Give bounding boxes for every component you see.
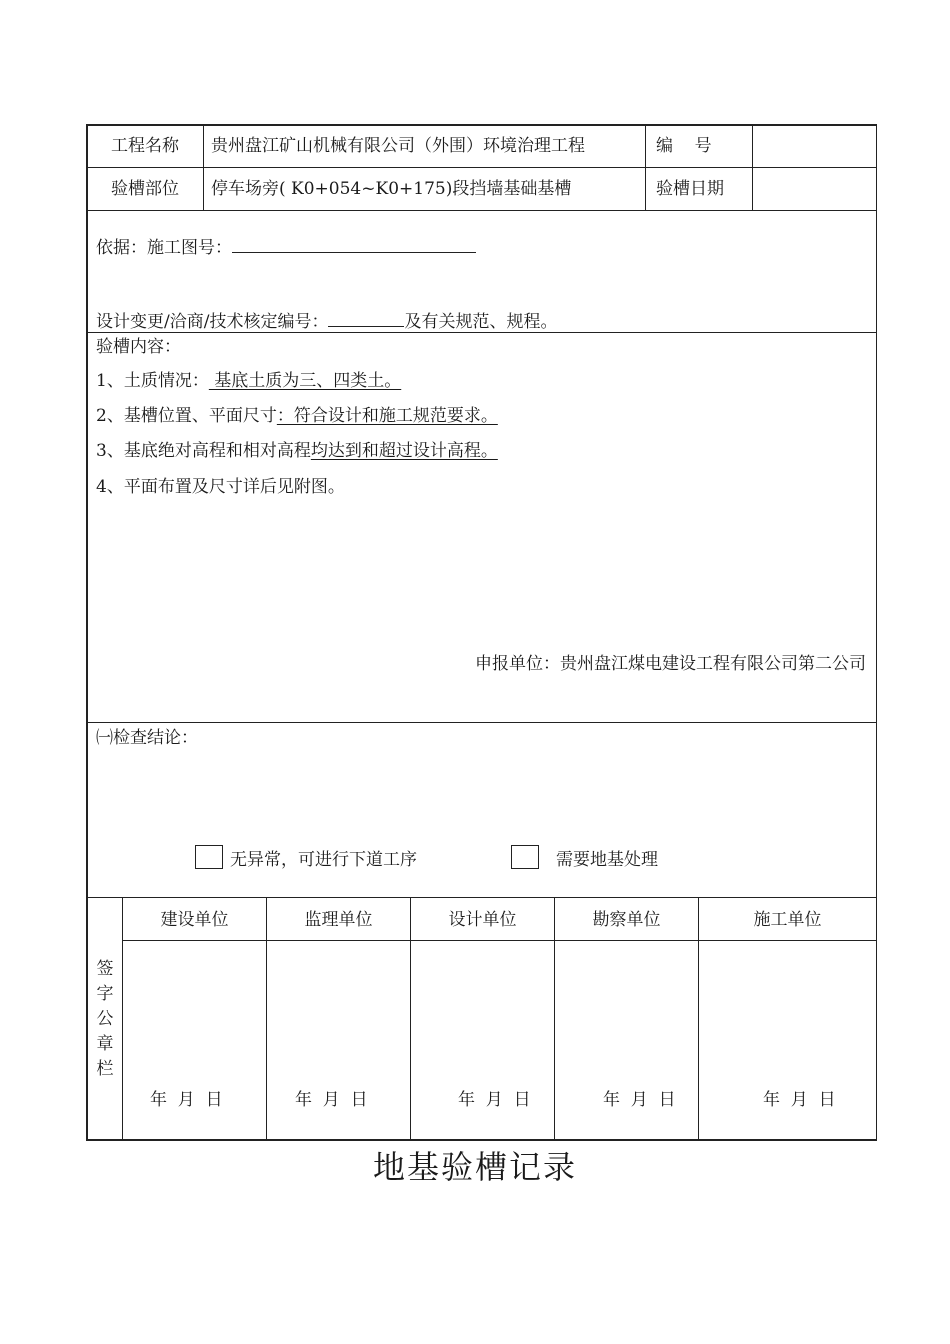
design-change-suffix: 及有关规范、规程。 — [404, 312, 558, 332]
option-normal-label: 无异常，可进行下道工序 — [230, 850, 417, 870]
signature-side-label: 签字公章栏 — [96, 959, 114, 1079]
unit-design: 设计单位 — [448, 910, 517, 930]
item3-value: 均达到和超过设计高程。 — [310, 441, 498, 461]
number-label: 编 号 — [656, 136, 712, 156]
content-heading: 验槽内容： — [96, 337, 181, 357]
applicant: 申报单位：贵州盘江煤电建设工程有限公司第二公司 — [475, 654, 866, 674]
unit-construction: 建设单位 — [160, 910, 229, 930]
content-item-3 — [96, 441, 498, 461]
date-design[interactable]: 年 月 日 — [458, 1090, 531, 1110]
unit-survey: 勘察单位 — [592, 910, 661, 930]
document-title: 地基验槽记录 — [372, 1148, 577, 1186]
item2-prefix: 2、基槽位置、平面尺寸 — [96, 406, 277, 426]
conclusion-heading: ㈠检查结论： — [96, 728, 198, 748]
project-name-label: 工程名称 — [111, 136, 179, 156]
date-construction[interactable]: 年 月 日 — [150, 1090, 223, 1110]
inspect-location-value: 停车场旁( K0+054~K0+175)段挡墙基础基槽 — [211, 179, 572, 199]
inspect-location-label: 验槽部位 — [111, 179, 179, 199]
project-name-value: 贵州盘江矿山机械有限公司（外围）环境治理工程 — [211, 136, 585, 156]
checkbox-normal[interactable] — [195, 845, 223, 869]
content-item-2 — [96, 406, 498, 426]
design-change-label: 设计变更/洽商/技术核定编号： — [96, 312, 329, 332]
item2-value: ：符合设计和施工规范要求。 — [276, 406, 498, 426]
drawing-no-label: 依据：施工图号： — [96, 238, 232, 258]
item1-prefix: 1、土质情况： — [96, 371, 209, 391]
date-survey[interactable]: 年 月 日 — [603, 1090, 676, 1110]
unit-contractor: 施工单位 — [753, 910, 822, 930]
drawing-no-blank[interactable] — [232, 236, 476, 253]
option-treatment-label: 需要地基处理 — [556, 850, 658, 870]
inspect-date-label: 验槽日期 — [656, 179, 724, 199]
unit-supervision: 监理单位 — [304, 910, 373, 930]
design-change-blank[interactable] — [328, 310, 404, 327]
checkbox-treatment[interactable] — [511, 845, 539, 869]
drawing-no-line — [96, 236, 476, 258]
item1-value: 基底土质为三、四类土。 — [208, 371, 402, 391]
content-item-4: 4、平面布置及尺寸详后见附图。 — [96, 477, 345, 497]
item3-prefix: 3、基底绝对高程和相对高程 — [96, 441, 311, 461]
content-item-1 — [96, 371, 401, 391]
date-supervision[interactable]: 年 月 日 — [295, 1090, 368, 1110]
date-contractor[interactable]: 年 月 日 — [763, 1090, 836, 1110]
design-change-line — [96, 310, 557, 332]
